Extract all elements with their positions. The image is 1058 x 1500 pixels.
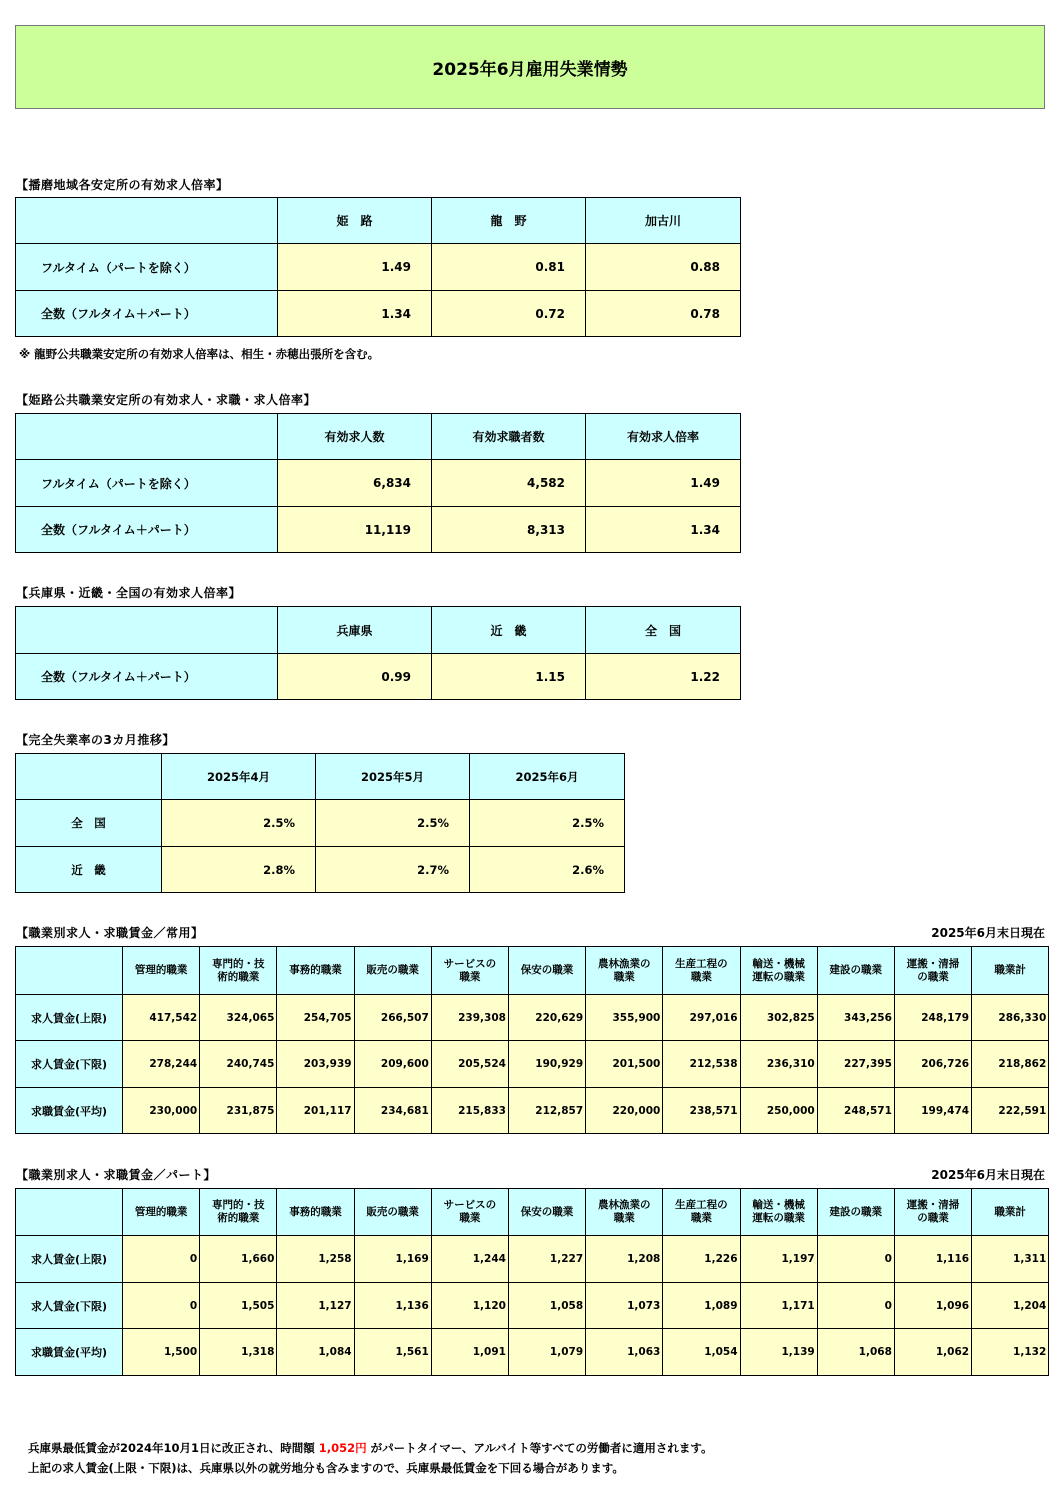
table-corner (16, 947, 123, 995)
table-cell: 1,561 (354, 1329, 431, 1376)
table-cell: 239,308 (431, 995, 508, 1041)
column-header-line: 職業計 (994, 1205, 1026, 1218)
row-label: 全数（フルタイム＋パート） (16, 291, 278, 337)
column-header (123, 947, 200, 995)
table-cell: 1,116 (894, 1236, 971, 1283)
table-cell: 238,571 (663, 1088, 740, 1134)
column-header-line: 術的職業 (217, 970, 260, 983)
table-cell: 417,542 (123, 995, 200, 1041)
column-header-line: サービスの (443, 957, 497, 970)
column-header-line: 輸送・機械 (752, 957, 805, 970)
table-corner (16, 198, 278, 244)
table-cell: 209,600 (354, 1041, 431, 1088)
column-header-line: 職業 (690, 1212, 712, 1224)
table-cell: 1,204 (972, 1283, 1049, 1329)
table-cell: 4,582 (432, 460, 586, 507)
column-header-line: 農林漁業の (597, 1199, 651, 1211)
table-cell: 0 (817, 1236, 894, 1283)
table-cell: 297,016 (663, 995, 740, 1041)
column-header-line: 運転の職業 (752, 1212, 805, 1224)
table-cell: 6,834 (278, 460, 432, 507)
row-label: 求人賃金(上限) (16, 1236, 123, 1283)
column-header-line: 管理的職業 (134, 1205, 188, 1218)
table-cell: 355,900 (586, 995, 663, 1041)
column-header-line: 専門的・技 (212, 957, 265, 970)
table-cell: 0.99 (278, 654, 432, 700)
table-cell: 215,833 (431, 1088, 508, 1134)
table-cell: 205,524 (431, 1041, 508, 1088)
table-cell: 1,127 (277, 1283, 354, 1329)
table-cell: 212,857 (508, 1088, 585, 1134)
table-cell: 220,629 (508, 995, 585, 1041)
table-cell: 1,244 (431, 1236, 508, 1283)
column-header (740, 1189, 817, 1236)
column-header-line: 保安の職業 (520, 1205, 574, 1218)
column-header: 全 国 (586, 607, 741, 654)
table-cell: 286,330 (972, 995, 1049, 1041)
table-cell: 1,660 (200, 1236, 277, 1283)
table-cell: 1,063 (586, 1329, 663, 1376)
table-cell: 2.8% (162, 847, 316, 893)
column-header (431, 947, 508, 995)
table-cell: 1,084 (277, 1329, 354, 1376)
unemployment-table (15, 753, 625, 893)
column-header-line: 運搬・清掃 (906, 1199, 960, 1211)
column-header: 2025年4月 (162, 754, 316, 800)
table-cell: 0.88 (586, 244, 741, 291)
column-header (277, 1189, 354, 1236)
table-cell: 324,065 (200, 995, 277, 1041)
column-header: 有効求人倍率 (586, 414, 741, 460)
column-header (586, 947, 663, 995)
column-header-line: 農林漁業の (597, 957, 651, 970)
table-row (16, 1236, 1049, 1283)
table-cell: 248,571 (817, 1088, 894, 1134)
table-corner (16, 607, 278, 654)
table-row (16, 1329, 1049, 1376)
table-cell: 236,310 (740, 1041, 817, 1088)
row-label: 全 国 (16, 800, 162, 847)
section-heading-himeji-stats: 【姫路公共職業安定所の有効求人・求職・求人倍率】 (16, 393, 317, 407)
column-header (817, 947, 894, 995)
column-header (586, 1189, 663, 1236)
table-cell: 0.81 (432, 244, 586, 291)
table-cell: 0 (123, 1236, 200, 1283)
table-cell: 266,507 (354, 995, 431, 1041)
column-header (894, 1189, 971, 1236)
column-header-line: 生産工程の (675, 957, 728, 970)
row-label: 求人賃金(下限) (16, 1041, 123, 1088)
column-header-line: 輸送・機械 (752, 1199, 805, 1211)
column-header: 有効求職者数 (432, 414, 586, 460)
column-header: 2025年6月 (470, 754, 625, 800)
column-header-line: 事務的職業 (289, 1205, 342, 1218)
column-header-line: 職業 (459, 970, 481, 983)
column-header (972, 1189, 1049, 1236)
table-cell: 302,825 (740, 995, 817, 1041)
table-cell: 190,929 (508, 1041, 585, 1088)
table-cell: 11,119 (278, 507, 432, 553)
table-cell: 201,117 (277, 1088, 354, 1134)
table-cell: 1,079 (508, 1329, 585, 1376)
as-of-date: 2025年6月末日現在 (931, 926, 1045, 940)
table-cell: 199,474 (894, 1088, 971, 1134)
column-header-line: の職業 (917, 1212, 949, 1224)
table-cell: 1,096 (894, 1283, 971, 1329)
table-row (16, 1283, 1049, 1329)
table-cell: 2.7% (316, 847, 470, 893)
table-cell: 1,208 (586, 1236, 663, 1283)
column-header-line: の職業 (917, 970, 949, 983)
himeji-stats-table (15, 413, 741, 553)
regional-ratio-table (15, 606, 741, 700)
table-row (16, 995, 1049, 1041)
column-header-line: 保安の職業 (520, 964, 574, 976)
minimum-wage-note (28, 1440, 713, 1456)
table-cell: 1.49 (586, 460, 741, 507)
column-header (894, 947, 971, 995)
column-header-line: 生産工程の (675, 1199, 728, 1211)
column-header-line: 職業計 (994, 964, 1026, 976)
row-label: 求職賃金(平均) (16, 1088, 123, 1134)
column-header (508, 1189, 585, 1236)
table-cell: 2.5% (316, 800, 470, 847)
table-cell: 1,505 (200, 1283, 277, 1329)
column-header-line: サービスの (443, 1199, 497, 1211)
table-cell: 278,244 (123, 1041, 200, 1088)
column-header-line: 術的職業 (217, 1212, 260, 1224)
table-cell: 343,256 (817, 995, 894, 1041)
table-cell: 1,169 (354, 1236, 431, 1283)
table-cell: 1,311 (972, 1236, 1049, 1283)
column-header (663, 947, 740, 995)
column-header (508, 947, 585, 995)
table-cell: 1.34 (278, 291, 432, 337)
wage-parttime-table (15, 1188, 1049, 1376)
section-heading-harima-ratio: 【播磨地域各安定所の有効求人倍率】 (16, 178, 229, 192)
footnote: ※ 龍野公共職業安定所の有効求人倍率は、相生・赤穂出張所を含む。 (19, 347, 380, 361)
table-cell: 1,136 (354, 1283, 431, 1329)
column-header: 兵庫県 (278, 607, 432, 654)
table-cell: 1,089 (663, 1283, 740, 1329)
table-cell: 212,538 (663, 1041, 740, 1088)
column-header (972, 947, 1049, 995)
column-header-line: 職業 (613, 1212, 635, 1224)
table-cell: 0.78 (586, 291, 741, 337)
column-header (277, 947, 354, 995)
table-cell: 1,258 (277, 1236, 354, 1283)
row-label: 求人賃金(上限) (16, 995, 123, 1041)
section-heading-regional-ratio: 【兵庫県・近畿・全国の有効求人倍率】 (16, 586, 242, 600)
table-cell: 250,000 (740, 1088, 817, 1134)
table-cell: 1,068 (817, 1329, 894, 1376)
column-header-line: 職業 (613, 970, 635, 983)
as-of-date: 2025年6月末日現在 (931, 1168, 1045, 1182)
column-header-line: 職業 (690, 970, 712, 983)
column-header (354, 947, 431, 995)
table-cell: 206,726 (894, 1041, 971, 1088)
table-cell: 1.22 (586, 654, 741, 700)
table-cell: 227,395 (817, 1041, 894, 1088)
table-cell: 1,120 (431, 1283, 508, 1329)
row-label: フルタイム（パートを除く） (16, 460, 278, 507)
table-cell: 0.72 (432, 291, 586, 337)
column-header: 姫 路 (278, 198, 432, 244)
table-cell: 1,139 (740, 1329, 817, 1376)
section-heading-wage-parttime: 【職業別求人・求職賃金／パート】 (16, 1168, 217, 1182)
column-header (354, 1189, 431, 1236)
table-cell: 0 (123, 1283, 200, 1329)
column-header-line: 販売の職業 (366, 964, 419, 976)
column-header (740, 947, 817, 995)
row-label: フルタイム（パートを除く） (16, 244, 278, 291)
table-corner (16, 754, 162, 800)
harima-ratio-table (15, 197, 741, 337)
column-header (431, 1189, 508, 1236)
table-cell: 1,073 (586, 1283, 663, 1329)
row-label: 求人賃金(下限) (16, 1283, 123, 1329)
column-header-line: 職業 (459, 1212, 481, 1224)
table-cell: 0 (817, 1283, 894, 1329)
table-corner (16, 1189, 123, 1236)
column-header: 龍 野 (432, 198, 586, 244)
table-row (16, 1088, 1049, 1134)
column-header (123, 1189, 200, 1236)
table-cell: 248,179 (894, 995, 971, 1041)
column-header (200, 947, 277, 995)
table-cell: 1,062 (894, 1329, 971, 1376)
row-label: 全数（フルタイム＋パート） (16, 654, 278, 700)
table-cell: 2.6% (470, 847, 625, 893)
wage-disclaimer: 上記の求人賃金(上限・下限)は、兵庫県以外の就労地分も含みますので、兵庫県最低賃金を下回る場合があります。 (28, 1461, 624, 1475)
footer-text: 兵庫県最低賃金が2024年10月1日に改正され、時間額 (28, 1441, 319, 1455)
table-cell: 231,875 (200, 1088, 277, 1134)
column-header-line: 運搬・清掃 (906, 957, 960, 970)
table-cell: 1,058 (508, 1283, 585, 1329)
column-header: 2025年5月 (316, 754, 470, 800)
row-label: 全数（フルタイム＋パート） (16, 507, 278, 553)
column-header: 加古川 (586, 198, 741, 244)
table-cell: 240,745 (200, 1041, 277, 1088)
column-header (200, 1189, 277, 1236)
column-header (817, 1189, 894, 1236)
wage-fulltime-table (15, 946, 1049, 1134)
table-corner (16, 414, 278, 460)
table-cell: 203,939 (277, 1041, 354, 1088)
page-title: 2025年6月雇用失業情勢 (15, 25, 1045, 109)
column-header-line: 専門的・技 (212, 1199, 265, 1211)
footer-text: がパートタイマー、アルバイト等すべての労働者に適用されます。 (366, 1441, 713, 1455)
row-label: 近 畿 (16, 847, 162, 893)
table-cell: 1,500 (123, 1329, 200, 1376)
table-cell: 1,054 (663, 1329, 740, 1376)
table-cell: 1,227 (508, 1236, 585, 1283)
table-cell: 230,000 (123, 1088, 200, 1134)
column-header: 有効求人数 (278, 414, 432, 460)
table-cell: 234,681 (354, 1088, 431, 1134)
table-cell: 2.5% (470, 800, 625, 847)
header-row (16, 1189, 1049, 1236)
column-header-line: 販売の職業 (366, 1205, 419, 1218)
table-cell: 1,226 (663, 1236, 740, 1283)
table-cell: 1,171 (740, 1283, 817, 1329)
column-header-line: 建設の職業 (829, 964, 883, 976)
row-label: 求職賃金(平均) (16, 1329, 123, 1376)
table-cell: 254,705 (277, 995, 354, 1041)
table-cell: 201,500 (586, 1041, 663, 1088)
table-cell: 2.5% (162, 800, 316, 847)
minimum-wage-amount: 1,052円 (318, 1441, 367, 1455)
table-cell: 1,318 (200, 1329, 277, 1376)
column-header (663, 1189, 740, 1236)
header-row (16, 947, 1049, 995)
table-cell: 1,132 (972, 1329, 1049, 1376)
table-cell: 1,091 (431, 1329, 508, 1376)
column-header-line: 建設の職業 (829, 1205, 883, 1218)
column-header: 近 畿 (432, 607, 586, 654)
table-cell: 1.15 (432, 654, 586, 700)
column-header-line: 事務的職業 (289, 964, 342, 976)
section-heading-unemployment: 【完全失業率の3カ月推移】 (16, 733, 175, 747)
table-cell: 1.49 (278, 244, 432, 291)
column-header-line: 運転の職業 (752, 970, 805, 983)
column-header-line: 管理的職業 (134, 964, 188, 976)
table-row (16, 1041, 1049, 1088)
table-cell: 1,197 (740, 1236, 817, 1283)
table-cell: 8,313 (432, 507, 586, 553)
table-cell: 218,862 (972, 1041, 1049, 1088)
table-cell: 222,591 (972, 1088, 1049, 1134)
table-cell: 1.34 (586, 507, 741, 553)
table-cell: 220,000 (586, 1088, 663, 1134)
section-heading-wage-fulltime: 【職業別求人・求職賃金／常用】 (16, 926, 204, 940)
